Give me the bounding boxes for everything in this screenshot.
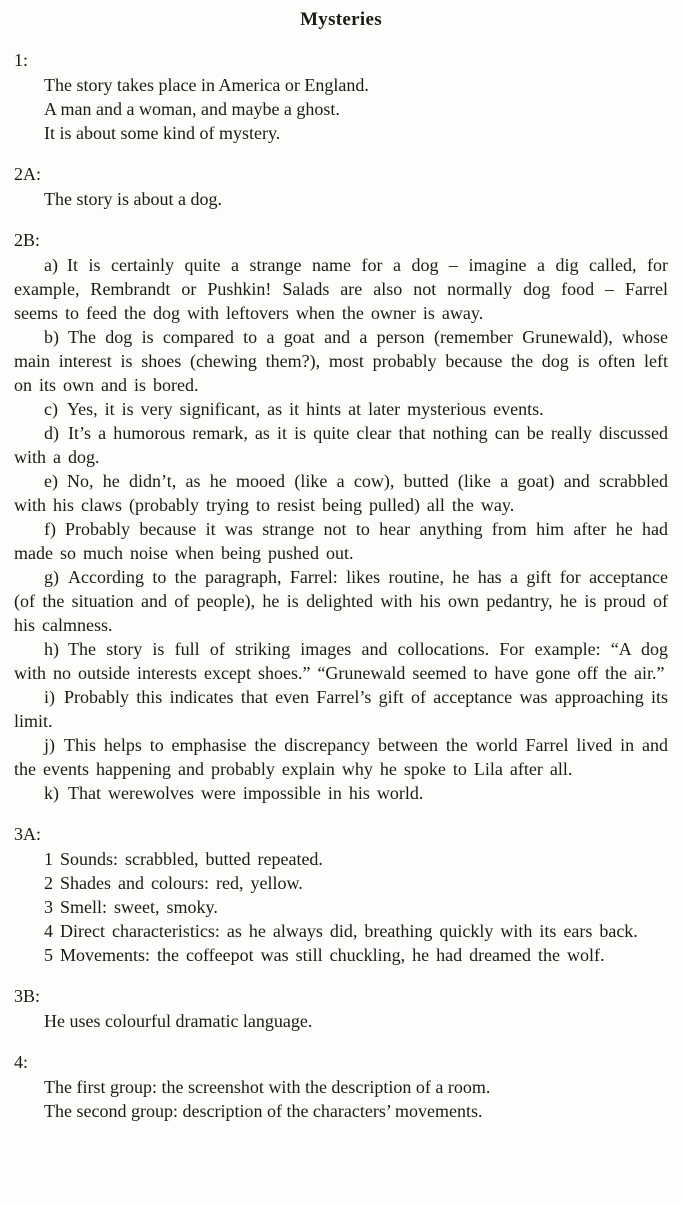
answer-text: The story is about a dog. <box>44 189 222 209</box>
answer-text: d) It’s a humorous remark, as it is quite clear that nothing can be really discussed with a dog. <box>14 423 668 467</box>
answer-text: g) According to the paragraph, Farrel: likes routine, he has a gift for acceptance (of the situation and of people), he is delighted with his own pedantry, he is proud of his calmness. <box>14 567 668 635</box>
answer-text: 1 Sounds: scrabbled, butted repeated. <box>44 849 323 869</box>
answer-text: j) This helps to emphasise the discrepancy between the world Farrel lived in and the events happening and probably explain why he spoke to Lila after all. <box>14 735 668 779</box>
item-marker: d) <box>44 423 59 443</box>
item-marker: f) <box>44 519 56 539</box>
item-marker: e) <box>44 471 58 491</box>
answer-text: 3 Smell: sweet, smoky. <box>44 897 218 917</box>
item-marker: c) <box>44 399 58 419</box>
answer-text: b) The dog is compared to a goat and a person (remember Grunewald), whose main interest is shoes (chewing them?), most probably because the dog is often left on its own and is bored. <box>14 327 668 395</box>
answer-text: h) The story is full of striking images and collocations. For example: “A dog with no outside interests except shoes.” “Grunewald seemed to have gone off the air.” <box>14 639 668 683</box>
answer-text: 5 Movements: the coffeepot was still chuckling, he had dreamed the wolf. <box>44 945 605 965</box>
answer-text: c) Yes, it is very significant, as it hints at later mysterious events. <box>44 399 544 419</box>
item-marker: k) <box>44 783 59 803</box>
section-4 <box>14 1050 668 1123</box>
sections-container <box>14 48 668 1123</box>
item-marker: a) <box>44 255 58 275</box>
item-marker: j) <box>44 735 55 755</box>
answer-text: A man and a woman, and maybe a ghost. <box>44 99 340 119</box>
answer-text: It is about some kind of mystery. <box>44 123 281 143</box>
answer-text: i) Probably this indicates that even Farrel’s gift of acceptance was approaching its limit. <box>14 687 668 731</box>
answer-text: 4 Direct characteristics: as he always did, breathing quickly with its ears back. <box>44 921 638 941</box>
answer-text: The second group: description of the characters’ movements. <box>44 1101 483 1121</box>
item-marker: b) <box>44 327 59 347</box>
answer-text: 2 Shades and colours: red, yellow. <box>44 873 303 893</box>
answer-text: a) It is certainly quite a strange name for a dog – imagine a dig called, for example, Rembrandt or Pushkin! Salads are also not normally dog food – Farrel seems to feed the dog with leftovers when the owner is away. <box>14 255 668 323</box>
section-label: 3A: <box>14 824 41 844</box>
page-title: Mysteries <box>300 9 382 30</box>
answer-text: The story takes place in America or England. <box>44 75 369 95</box>
section-label: 1: <box>14 50 29 70</box>
answer-text: The first group: the screenshot with the description of a room. <box>44 1077 491 1097</box>
answer-text: k) That werewolves were impossible in his world. <box>44 783 424 803</box>
section-label: 4: <box>14 1052 29 1072</box>
section-3a <box>14 822 668 967</box>
answer-text: He uses colourful dramatic language. <box>44 1011 313 1031</box>
item-marker: i) <box>44 687 55 707</box>
section-label: 2A: <box>14 164 41 184</box>
section-label: 3B: <box>14 986 41 1006</box>
section-1 <box>14 48 668 145</box>
section-label: 2B: <box>14 230 41 250</box>
section-2b <box>14 228 668 805</box>
answer-text: f) Probably because it was strange not to hear anything from him after he had made so much noise when being pushed out. <box>14 519 668 563</box>
item-marker: h) <box>44 639 59 659</box>
answer-text: e) No, he didn’t, as he mooed (like a cow), butted (like a goat) and scrabbled with his claws (probably trying to resist being pulled) all the way. <box>14 471 668 515</box>
item-marker: g) <box>44 567 59 587</box>
section-3b <box>14 984 668 1033</box>
section-2a <box>14 162 668 211</box>
